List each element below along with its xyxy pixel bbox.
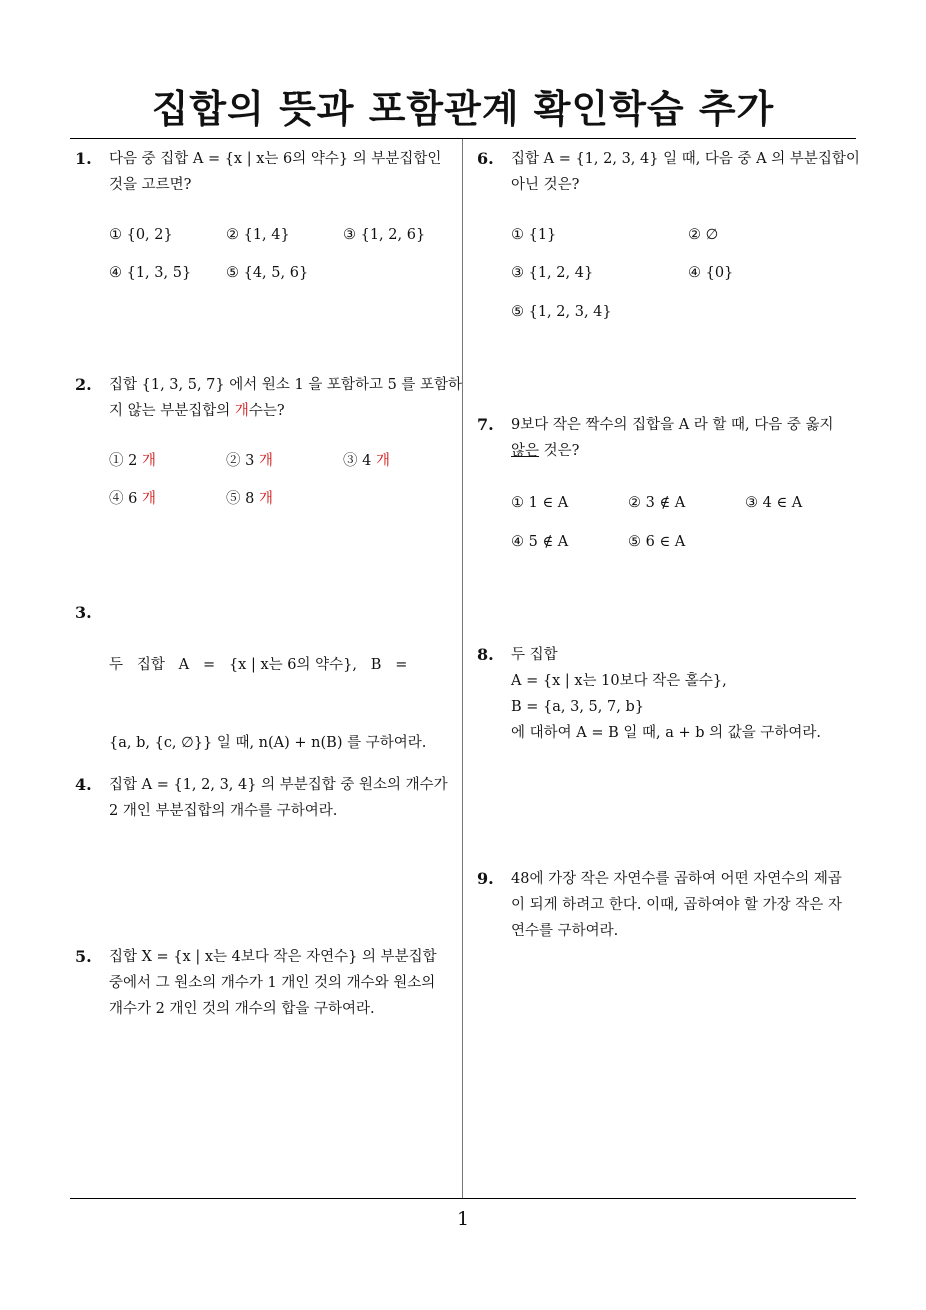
question-line: 지 않는 부분집합의 개수는? bbox=[109, 403, 285, 419]
choice-1[interactable]: ① 2 개 bbox=[109, 453, 156, 469]
choice-2[interactable]: ② {1, 4} bbox=[226, 227, 290, 243]
question-number: 9. bbox=[477, 869, 494, 888]
question-line: A = {x | x는 10보다 작은 홀수}, bbox=[511, 673, 727, 689]
underlined-word: 않은 bbox=[511, 443, 540, 459]
question-number: 6. bbox=[477, 149, 494, 168]
question-text bbox=[109, 944, 464, 1022]
choice-2[interactable]: ② ∅ bbox=[688, 227, 719, 243]
question-number: 8. bbox=[477, 645, 494, 664]
question-text bbox=[109, 146, 464, 198]
choice-5[interactable]: ⑤ {1, 2, 3, 4} bbox=[511, 304, 612, 320]
choice-3[interactable]: ③ 4 개 bbox=[343, 453, 390, 469]
top-rule bbox=[70, 138, 856, 139]
choice-1[interactable]: ① {1} bbox=[511, 227, 557, 243]
question-line: 집합 {1, 3, 5, 7} 에서 원소 1 을 포함하고 5 를 포함하 bbox=[109, 377, 463, 393]
question-line: 집합 A = {1, 2, 3, 4} 의 부분집합 중 원소의 개수가 bbox=[109, 777, 448, 793]
question-number: 2. bbox=[75, 375, 92, 394]
choice-4[interactable]: ④ {1, 3, 5} bbox=[109, 265, 192, 281]
question-text bbox=[109, 772, 464, 824]
choice-2[interactable]: ② 3 개 bbox=[226, 453, 273, 469]
choice-1[interactable]: ① {0, 2} bbox=[109, 227, 173, 243]
question-number: 5. bbox=[75, 947, 92, 966]
page-title: 집합의 뜻과 포함관계 확인학습 추가 bbox=[151, 87, 775, 131]
choice-5[interactable]: ⑤ 6 ∈ A bbox=[628, 534, 686, 550]
question-number: 1. bbox=[75, 149, 92, 168]
choice-5[interactable]: ⑤ 8 개 bbox=[226, 491, 273, 507]
question-number: 7. bbox=[477, 415, 494, 434]
choice-4[interactable]: ④ {0} bbox=[688, 265, 734, 281]
question-line: 개수가 2 개인 것의 개수의 합을 구하여라. bbox=[109, 1001, 375, 1017]
question-line: 집합 A = {1, 2, 3, 4} 일 때, 다음 중 A 의 부분집합이 bbox=[511, 151, 860, 167]
question-line: 것을 고르면? bbox=[109, 177, 192, 193]
question-line: 두 집합 bbox=[511, 647, 558, 663]
highlighted-word: 개 bbox=[234, 403, 249, 419]
choice-3[interactable]: ③ 4 ∈ A bbox=[745, 495, 803, 511]
bottom-rule bbox=[70, 1198, 856, 1199]
question-line: {a, b, {c, ∅}} 일 때, n(A) + n(B) 를 구하여라. bbox=[109, 735, 427, 751]
question-line: 이 되게 하려고 한다. 이때, 곱하여야 할 가장 작은 자 bbox=[511, 897, 842, 913]
question-text bbox=[511, 146, 866, 198]
choice-5[interactable]: ⑤ {4, 5, 6} bbox=[226, 265, 309, 281]
question-line: 2 개인 부분집합의 개수를 구하여라. bbox=[109, 803, 338, 819]
question-line: 다음 중 집합 A = {x | x는 6의 약수} 의 부분집합인 bbox=[109, 151, 442, 167]
question-line: 에 대하여 A = B 일 때, a + b 의 값을 구하여라. bbox=[511, 725, 821, 741]
question-text bbox=[511, 866, 866, 944]
question-text bbox=[511, 642, 866, 746]
choice-1[interactable]: ① 1 ∈ A bbox=[511, 495, 569, 511]
question-text bbox=[511, 412, 866, 464]
question-line: 아닌 것은? bbox=[511, 177, 580, 193]
question-line: 연수를 구하여라. bbox=[511, 923, 619, 939]
question-number: 3. bbox=[75, 603, 92, 622]
choice-4[interactable]: ④ 5 ∉ A bbox=[511, 534, 569, 550]
question-line: 두 집합 A = {x | x는 6의 약수}, B = bbox=[109, 657, 408, 673]
page-number: 1 bbox=[456, 1208, 470, 1230]
question-line: 집합 X = {x | x는 4보다 작은 자연수} 의 부분집합 bbox=[109, 949, 437, 965]
question-line: 않은 것은? bbox=[511, 443, 580, 459]
question-line: 9보다 작은 짝수의 집합을 A 라 할 때, 다음 중 옳지 bbox=[511, 417, 834, 433]
choice-2[interactable]: ② 3 ∉ A bbox=[628, 495, 686, 511]
question-line: 중에서 그 원소의 개수가 1 개인 것의 개수와 원소의 bbox=[109, 975, 436, 991]
choice-4[interactable]: ④ 6 개 bbox=[109, 491, 156, 507]
question-line: B = {a, 3, 5, 7, b} bbox=[511, 699, 644, 715]
choice-3[interactable]: ③ {1, 2, 6} bbox=[343, 227, 426, 243]
question-line: 48에 가장 작은 자연수를 곱하여 어떤 자연수의 제곱 bbox=[511, 871, 842, 887]
question-text bbox=[109, 372, 464, 424]
choice-3[interactable]: ③ {1, 2, 4} bbox=[511, 265, 594, 281]
question-number: 4. bbox=[75, 775, 92, 794]
